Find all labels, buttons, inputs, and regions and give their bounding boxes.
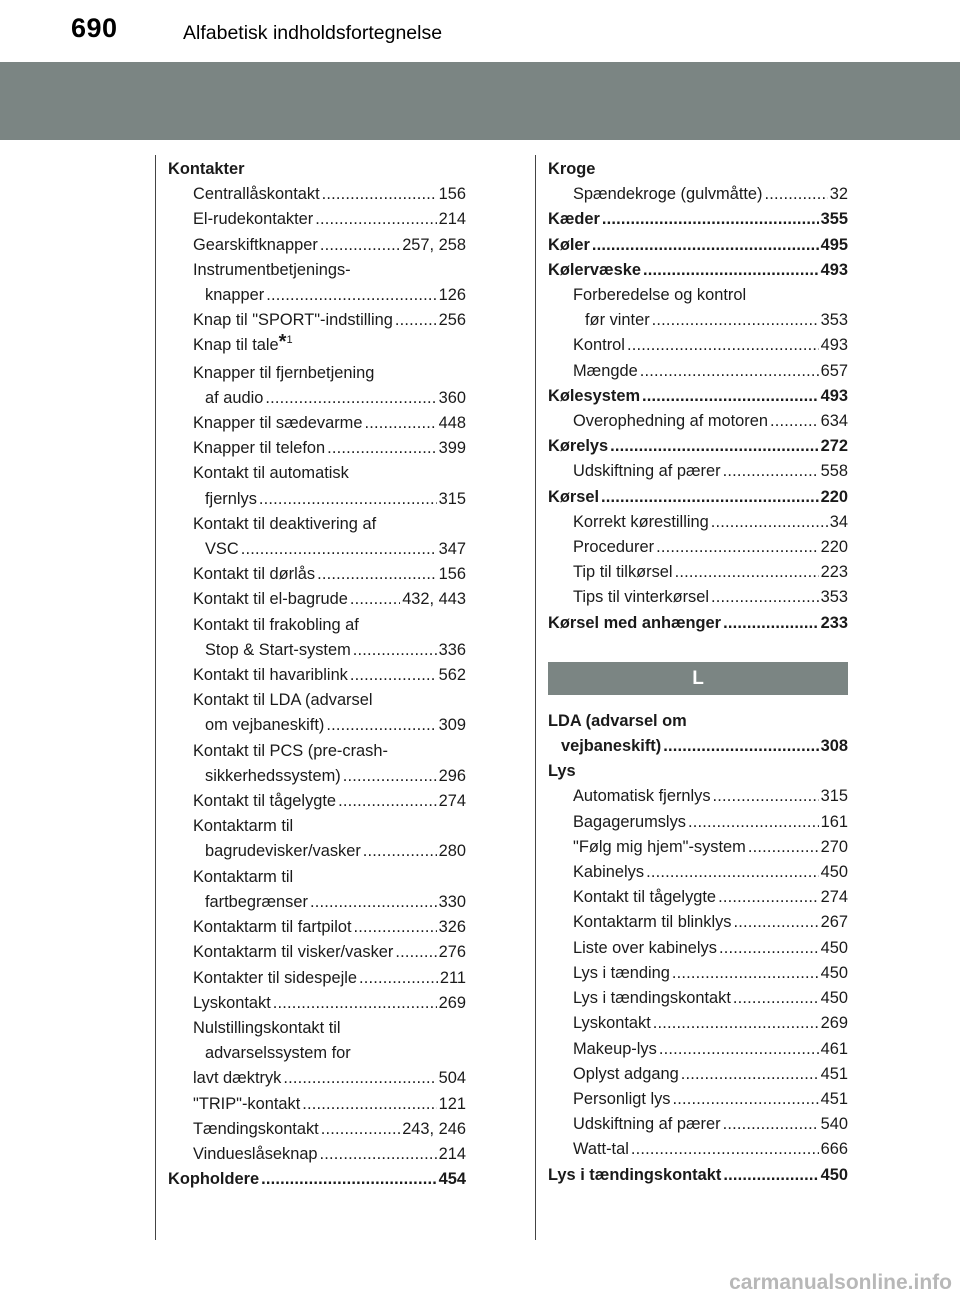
index-entry: Kørsel ..... 220 <box>548 485 848 510</box>
index-entry: Lyskontakt ..... 269 <box>548 1011 848 1036</box>
index-entry: Kopholdere ..... 454 <box>168 1167 466 1192</box>
index-entry: Kontrol ..... 493 <box>548 333 848 358</box>
left-rule <box>155 155 156 1240</box>
header-band <box>0 62 960 140</box>
index-entry: Bagagerumslys ..... 161 <box>548 810 848 835</box>
index-entry-text: Kontaktarm til <box>193 817 294 836</box>
index-entry: Kontakt til havariblink ..... 562 <box>168 663 466 688</box>
index-entry: VSC ..... 347 <box>168 537 466 562</box>
section-letter-l: L <box>548 662 848 695</box>
index-entry: Overophedning af motoren ..... 634 <box>548 409 848 434</box>
index-entry-text: Nulstillingskontakt til <box>193 1018 341 1037</box>
page-header <box>0 0 960 60</box>
index-entry: Tændingskontakt ..... 243, 246 <box>168 1117 466 1142</box>
index-entry: El-rudekontakter ..... 214 <box>168 207 466 232</box>
index-entry: Knapper til sædevarme ..... 448 <box>168 411 466 436</box>
index-entry: Spændekroge (gulvmåtte) ..... 32 <box>548 182 848 207</box>
page-number: 690 <box>71 13 118 43</box>
index-entry: Procedurer ..... 220 <box>548 535 848 560</box>
index-entry: Udskiftning af pærer ..... 558 <box>548 459 848 484</box>
index-entry: Kontakt til tågelygte ..... 274 <box>168 789 466 814</box>
index-entry: Automatisk fjernlys ..... 315 <box>548 784 848 809</box>
index-entry: om vejbaneskift) ..... 309 <box>168 713 466 738</box>
index-column-right <box>548 157 848 1188</box>
index-entry-text: Kontakt til automatisk <box>193 464 349 483</box>
index-entry-text: Kontaktarm til <box>193 867 294 886</box>
page-title: Alfabetisk indholdsfortegnelse <box>183 22 443 44</box>
index-entry: Korrekt kørestilling ..... 34 <box>548 510 848 535</box>
index-entry: Lys i tænding ..... 450 <box>548 961 848 986</box>
index-entry: Lys i tændingskontakt ..... 450 <box>548 1163 848 1188</box>
index-entry: Gearskiftknapper ..... 257, 258 <box>168 233 466 258</box>
index-entry: sikkerhedssystem) ..... 296 <box>168 764 466 789</box>
index-entry: Makeup-lys ..... 461 <box>548 1037 848 1062</box>
index-entry: Kontaktarm til visker/vasker ..... 276 <box>168 940 466 965</box>
index-heading: LDA (advarsel om <box>548 711 687 730</box>
index-entry: Kontakt til tågelygte ..... 274 <box>548 885 848 910</box>
index-entry: Vindueslåseknap ..... 214 <box>168 1142 466 1167</box>
index-entry: Kontakt til el-bagrude ..... 432, 443 <box>168 587 466 612</box>
index-heading: Kontakter <box>168 160 245 178</box>
index-entry: Kontaktarm til fartpilot ..... 326 <box>168 915 466 940</box>
index-entry: Knapper til telefon ..... 399 <box>168 436 466 461</box>
index-entry-text: advarselssystem for <box>205 1044 351 1063</box>
index-entry-text: Knap til tale*$^1$ <box>193 331 293 355</box>
index-entry: Kølesystem ..... 493 <box>548 384 848 409</box>
index-entry: Lys i tændingskontakt ..... 450 <box>548 986 848 1011</box>
index-entry-text: Kontakt til deaktivering af <box>193 514 377 533</box>
index-entry-text: Kontakt til LDA (advarsel <box>193 691 373 710</box>
index-entry: Kontaktarm til blinklys ..... 267 <box>548 910 848 935</box>
watermark: carmanualsonline.info <box>729 1271 952 1294</box>
index-column-left <box>168 157 466 1192</box>
index-entry-text: Forberedelse og kontrol <box>573 286 747 305</box>
index-entry: fartbegrænser ..... 330 <box>168 890 466 915</box>
index-entry: Kølervæske ..... 493 <box>548 258 848 283</box>
index-entry: Centrallåskontakt ..... 156 <box>168 182 466 207</box>
index-entry: Kørsel med anhænger ..... 233 <box>548 611 848 636</box>
index-entry: Stop & Start-system ..... 336 <box>168 638 466 663</box>
index-entry: fjernlys ..... 315 <box>168 487 466 512</box>
index-heading: Lys <box>548 762 576 781</box>
index-entry: knapper ..... 126 <box>168 283 466 308</box>
index-entry: Personligt lys ..... 451 <box>548 1087 848 1112</box>
right-rule <box>535 155 536 1240</box>
index-entry: "TRIP"-kontakt ..... 121 <box>168 1092 466 1117</box>
index-entry-text: Instrumentbetjenings- <box>193 260 351 279</box>
index-entry: Kæder ..... 355 <box>548 207 848 232</box>
index-entry-text: Kontakt til frakobling af <box>193 615 359 634</box>
index-entry: før vinter ..... 353 <box>548 308 848 333</box>
index-entry: af audio ..... 360 <box>168 386 466 411</box>
index-entry: Kontakter til sidespejle ..... 211 <box>168 966 466 991</box>
index-entry: Knap til "SPORT"-indstilling ..... 256 <box>168 308 466 333</box>
index-entry: vejbaneskift) ..... 308 <box>548 734 848 759</box>
index-entry: Kabinelys ..... 450 <box>548 860 848 885</box>
index-entry: Tips til vinterkørsel ..... 353 <box>548 585 848 610</box>
index-entry: Mængde ..... 657 <box>548 359 848 384</box>
index-entry: bagrudevisker/vasker ..... 280 <box>168 839 466 864</box>
index-entry-text: Kontakt til PCS (pre-crash- <box>193 741 388 760</box>
index-entry: Liste over kabinelys ..... 450 <box>548 936 848 961</box>
index-entry: "Følg mig hjem"-system ..... 270 <box>548 835 848 860</box>
index-entry: Kontakt til dørlås ..... 156 <box>168 562 466 587</box>
index-entry: Watt-tal ..... 666 <box>548 1137 848 1162</box>
index-entry: Udskiftning af pærer ..... 540 <box>548 1112 848 1137</box>
index-entry: Køler ..... 495 <box>548 233 848 258</box>
index-entry-text: Knapper til fjernbetjening <box>193 363 375 382</box>
index-entry: Lyskontakt ..... 269 <box>168 991 466 1016</box>
index-entry: Kørelys ..... 272 <box>548 434 848 459</box>
index-entry: Tip til tilkørsel ..... 223 <box>548 560 848 585</box>
index-entry: lavt dæktryk ..... 504 <box>168 1066 466 1091</box>
index-entry: Oplyst adgang ..... 451 <box>548 1062 848 1087</box>
index-heading: Kroge <box>548 160 596 178</box>
